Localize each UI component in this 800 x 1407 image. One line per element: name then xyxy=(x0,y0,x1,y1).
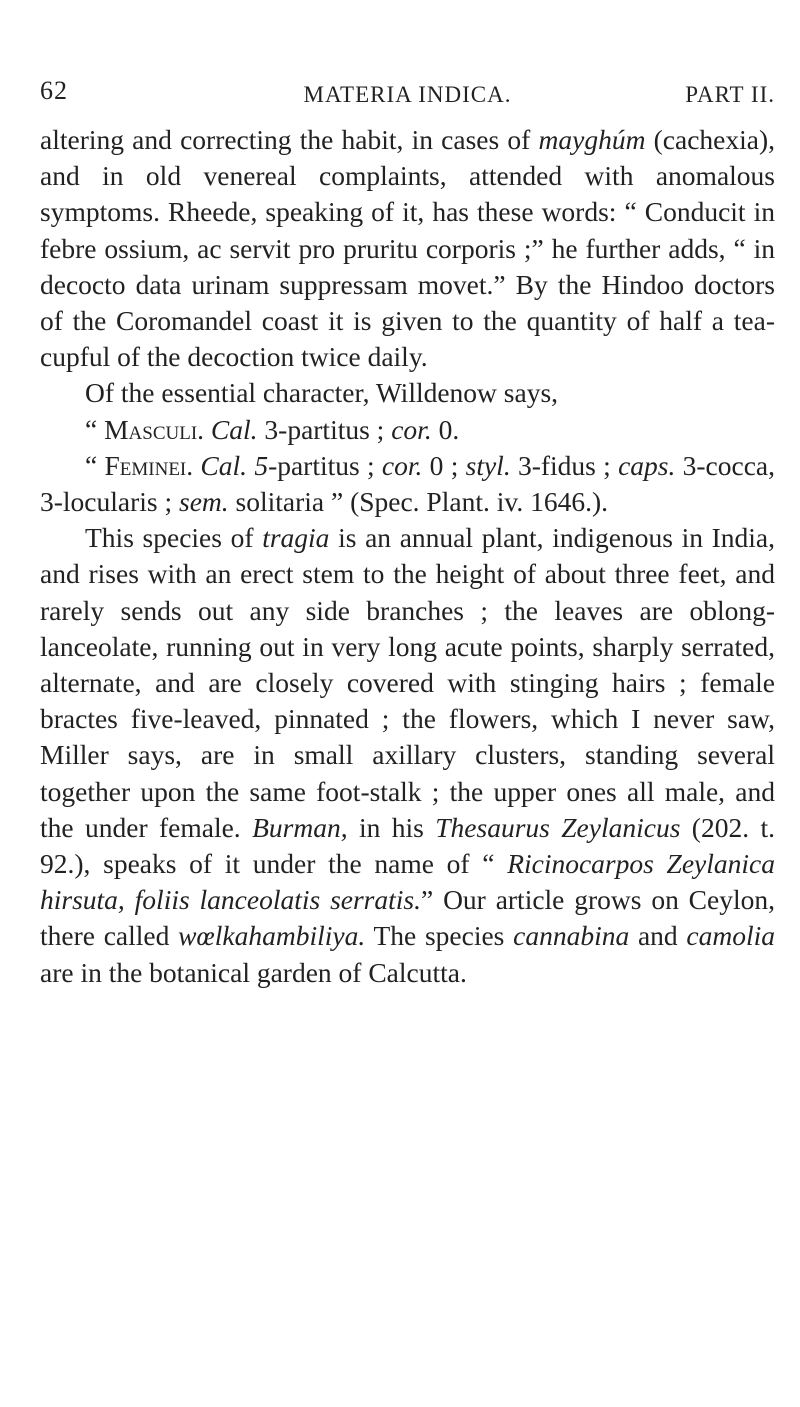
paragraph-2 xyxy=(40,375,775,411)
italic-term: styl. xyxy=(465,449,511,481)
text-run: 3-partitus ; xyxy=(257,413,392,445)
italic-term: tragia xyxy=(262,522,330,554)
text-run: is an annual plant, indigenous in India, and rises with an erect stem to the height of about three feet, and rarely sends out any side branches ; the leaves are oblong-lanceolate, running out in very long acute points, sharply serrated, alternate, and are closely covered with stinging hairs ; female bractes five-leaved, pinnated ; the flowers, which I never saw, Miller says, are in small axillary clusters, standing several together upon the same foot-stalk ; the upper ones all male, and the under female. xyxy=(40,522,775,843)
text-run: (202. t. 92.), speaks of it under the name of “ xyxy=(40,811,775,880)
italic-term: cor. xyxy=(391,413,432,445)
text-run: This species of xyxy=(85,522,263,554)
small-caps-heading: Feminei. xyxy=(104,449,194,481)
text-run: altering and correcting the habit, in cases of xyxy=(40,124,539,155)
italic-term: Thesaurus Zeylanicus xyxy=(435,811,681,843)
paragraph-1 xyxy=(40,122,775,375)
text-run xyxy=(204,414,211,445)
italic-term: wœlkahambiliya. xyxy=(178,920,366,952)
text-run: 3-cocca, 3-locularis ; xyxy=(40,449,776,518)
text-run: The species xyxy=(365,920,514,952)
small-caps-heading: Masculi. xyxy=(104,413,205,445)
italic-term: Cal. xyxy=(200,449,248,481)
page-header xyxy=(40,76,775,116)
italic-term: caps. xyxy=(618,449,676,481)
text-run: Of the essential character, Willdenow says, xyxy=(85,377,559,409)
part-label: PART II. xyxy=(685,82,775,107)
book-page xyxy=(40,0,775,1407)
italic-term: cannabina xyxy=(513,920,630,952)
italic-term: Burman, xyxy=(252,811,348,843)
page-number: 62 xyxy=(40,76,68,105)
paragraph-description xyxy=(40,520,775,991)
text-run: ” Our article grows on Ceylon, there called xyxy=(40,884,775,952)
italic-term: camolia xyxy=(686,920,775,952)
italic-term: mayghúm xyxy=(538,124,646,155)
quote-mark: “ xyxy=(85,413,105,445)
quote-mark: “ xyxy=(85,449,105,481)
running-title: MATERIA INDICA. xyxy=(303,82,512,107)
text-run: 3-fidus ; xyxy=(510,449,619,481)
paragraph-feminei xyxy=(40,448,775,520)
italic-term: cor. xyxy=(381,449,423,481)
text-run: 0. xyxy=(431,413,460,445)
text-run: (cachexia), and in old venereal complaints, attended with anomalous symptoms. Rheede, speaking of it, has these words: “ Conducit in febre ossium, ac servit pro pruritu corporis ;” he further adds, “ in decocto data urinam suppressam movet.” By the Hindoo doctors of the Coromandel coast it is given to the quantity of half a tea-cupful of the decoction twice daily. xyxy=(40,124,775,373)
body-text xyxy=(40,122,775,991)
text-run: -partitus ; xyxy=(268,449,382,481)
text-run: solitaria ” (Spec. Plant. iv. 1646.). xyxy=(228,486,608,518)
paragraph-masculi xyxy=(40,412,775,448)
italic-term: Cal. xyxy=(210,413,258,445)
text-run: and xyxy=(629,920,687,952)
text-run: in his xyxy=(347,811,436,843)
italic-term: sem. xyxy=(179,486,229,518)
text-run: 0 ; xyxy=(422,449,466,481)
text-run: are in the botanical garden of Calcutta. xyxy=(40,956,467,988)
italic-term: 5 xyxy=(254,449,269,481)
italic-term: Ricinocarpos Zeylanica hirsuta, foliis lanceolatis serratis. xyxy=(40,848,775,916)
